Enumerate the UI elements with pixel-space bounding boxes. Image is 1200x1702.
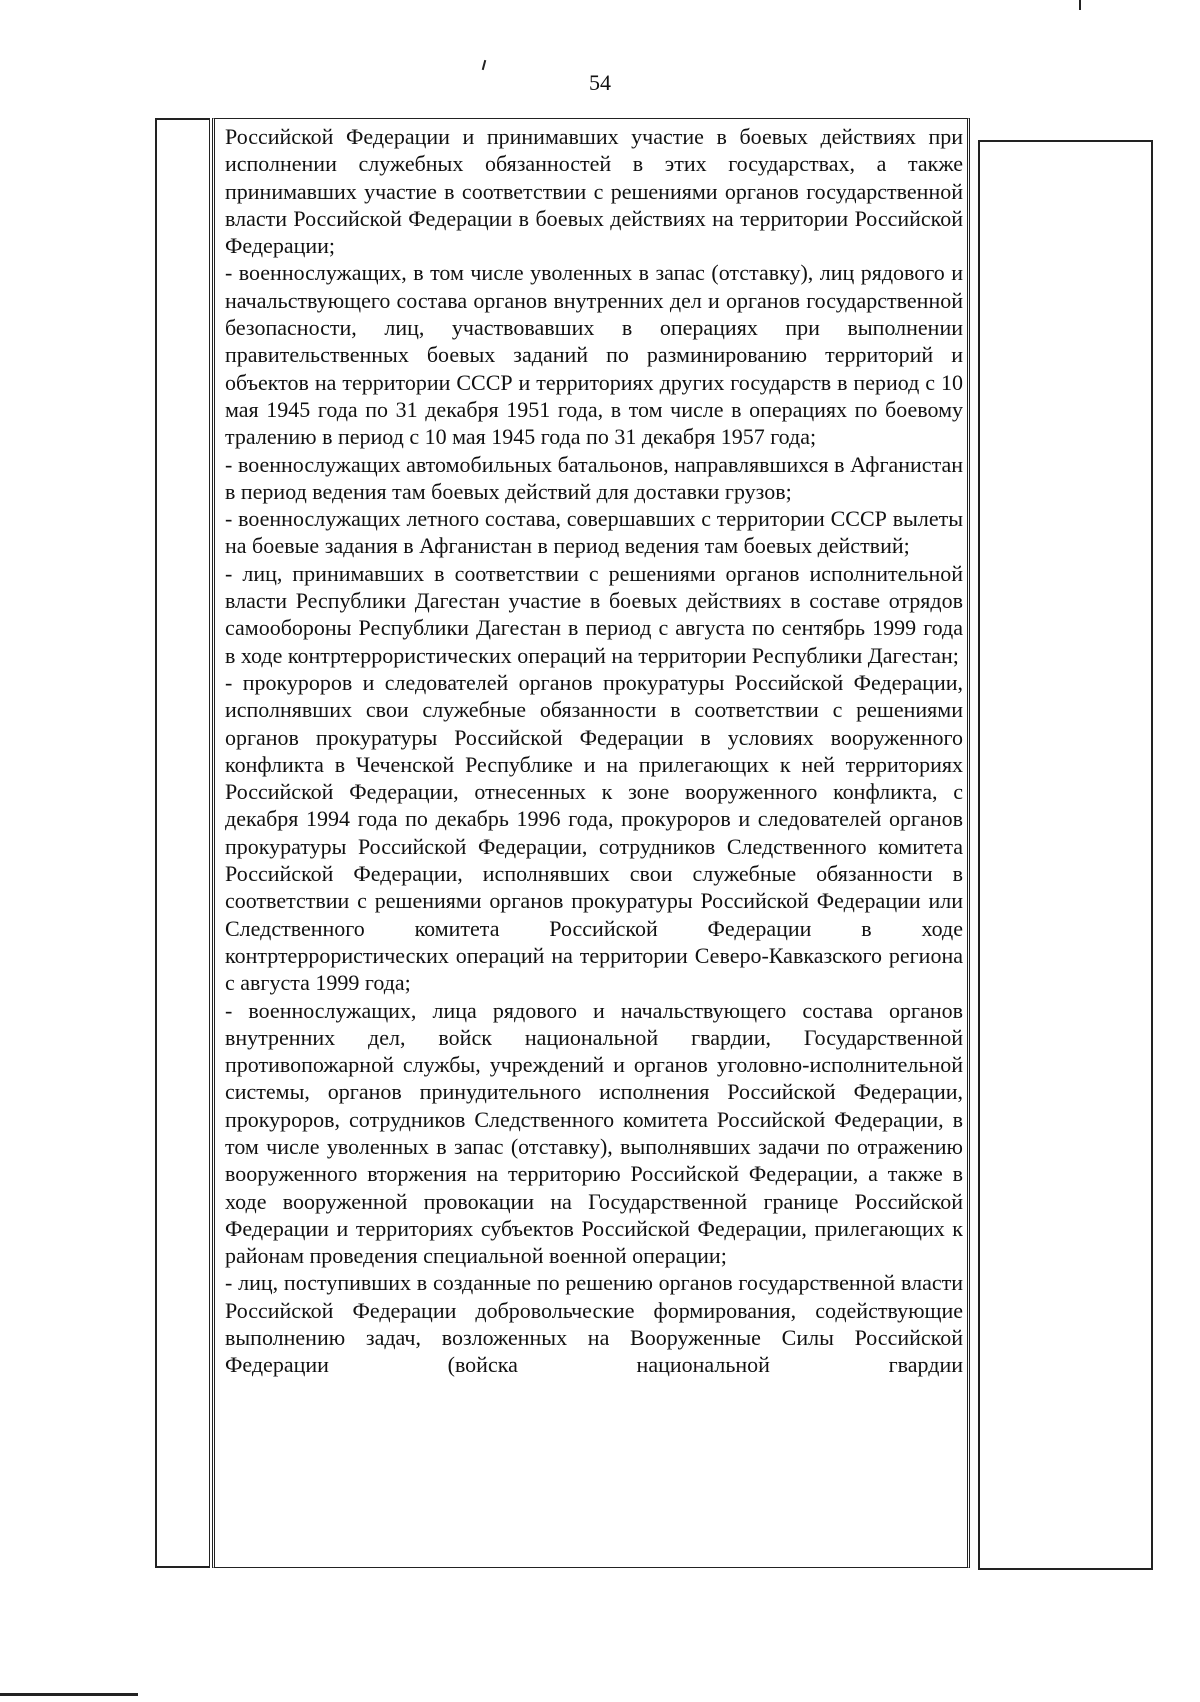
paragraph: - военнослужащих, лица рядового и начальствующего состава органов внутренних дел, войск национальной гвардии, Государственной противопожарной службы, учреждений и органов уголовно-исполнительной системы, органов принудительного исполнения Российской Федерации, прокуроров, сотрудников Следственного комитета Российской Федерации, в том числе уволенных в запас (отставку), выполнявших задачи по отражению вооруженного вторжения на территорию Российской Федерации, а также в ходе вооруженной провокации на Государственной границе Российской Федерации и территориях субъектов Российской Федерации, прилегающих к районам проведения специальной военной операции; bbox=[225, 997, 963, 1269]
paragraph: - военнослужащих, в том числе уволенных в запас (отставку), лиц рядового и начальствующего состава органов внутренних дел и органов государственной безопасности, лиц, участвовавших в операциях при выполнении правительственных боевых заданий по разминированию территорий и объектов на территории СССР и территориях других государств в период с 10 мая 1945 года по 31 декабря 1951 года, в том числе в операциях по боевому тралению в период с 10 мая 1945 года по 31 декабря 1957 года; bbox=[225, 260, 963, 450]
paragraph: Российской Федерации и принимавших участие в боевых действиях при исполнении служебных обязанностей в этих государствах, а также принимавших участие в соответствии с решениями органов государственной власти Российской Федерации в боевых действиях на территории Российской Федерации; bbox=[225, 124, 963, 259]
scan-artifact-line bbox=[0, 1693, 138, 1696]
paragraph: - военнослужащих летного состава, совершавших с территории СССР вылеты на боевые задания в Афганистан в период ведения там боевых действий; bbox=[225, 506, 963, 559]
table-text-cell bbox=[212, 118, 970, 1568]
paragraph: - лиц, принимавших в соответствии с решениями органов исполнительной власти Республики Дагестан участие в боевых действиях в составе отрядов самообороны Республики Дагестан в период с августа по сентябрь 1999 года в ходе контртеррористических операций на территории Республики Дагестан; bbox=[225, 560, 963, 668]
scan-artifact-mark bbox=[1079, 0, 1081, 10]
paragraph: - прокуроров и следователей органов прокуратуры Российской Федерации, исполнявших свои служебные обязанности в соответствии с решениями органов прокуратуры Российской Федерации в условиях вооруженного конфликта в Чеченской Республике и на прилегающих к ней территориях Российской Федерации, отнесенных к зоне вооруженного конфликта, с декабря 1994 года по декабрь 1996 года, прокуроров и следователей органов прокуратуры Российской Федерации, сотрудников Следственного комитета Российской Федерации, исполнявших свои служебные обязанности в соответствии с решениями органов прокуратуры Российской Федерации или Следственного комитета Российской Федерации в ходе контртеррористических операций на территории Северо-Кавказского региона с августа 1999 года; bbox=[225, 669, 963, 996]
scan-artifact-mark bbox=[482, 60, 487, 70]
paragraph: - лиц, поступивших в созданные по решению органов государственной власти Российской Федерации добровольческие формирования, содействующие выполнению задач, возложенных на Вооруженные Силы Российской Федерации (войска национальной гвардии bbox=[225, 1270, 963, 1378]
table-right-column bbox=[978, 140, 1153, 1570]
page-number: 54 bbox=[589, 70, 611, 95]
paragraph: - военнослужащих автомобильных батальонов, направлявшихся в Афганистан в период ведения там боевых действий для доставки грузов; bbox=[225, 451, 963, 504]
table-left-column bbox=[155, 118, 210, 1568]
